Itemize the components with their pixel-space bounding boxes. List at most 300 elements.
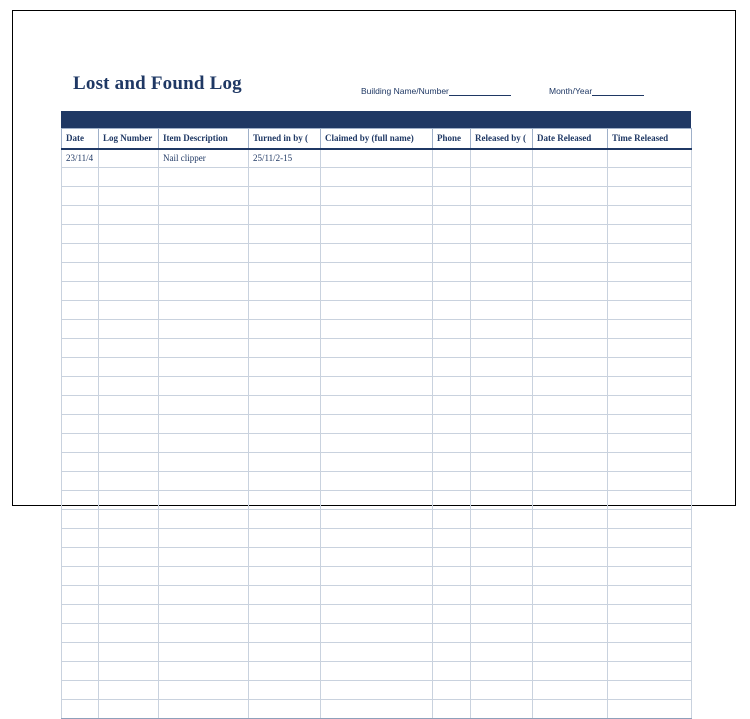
table-cell[interactable] <box>159 567 249 586</box>
table-cell[interactable] <box>433 491 471 510</box>
table-cell[interactable] <box>159 491 249 510</box>
table-cell[interactable] <box>159 339 249 358</box>
table-cell[interactable] <box>159 263 249 282</box>
table-cell[interactable] <box>471 415 533 434</box>
table-row[interactable] <box>62 434 692 453</box>
table-cell[interactable] <box>249 225 321 244</box>
table-cell[interactable] <box>159 548 249 567</box>
table-cell[interactable] <box>321 586 433 605</box>
table-cell[interactable] <box>608 700 692 719</box>
table-cell[interactable] <box>608 662 692 681</box>
table-cell[interactable] <box>321 206 433 225</box>
table-cell[interactable] <box>99 491 159 510</box>
table-cell[interactable] <box>608 415 692 434</box>
table-row[interactable] <box>62 339 692 358</box>
table-cell[interactable] <box>433 605 471 624</box>
table-cell[interactable] <box>433 567 471 586</box>
table-cell[interactable] <box>321 700 433 719</box>
table-cell[interactable] <box>533 624 608 643</box>
table-row[interactable] <box>62 206 692 225</box>
table-cell[interactable] <box>249 263 321 282</box>
table-cell[interactable] <box>249 472 321 491</box>
table-cell[interactable] <box>62 282 99 301</box>
table-cell[interactable] <box>99 149 159 168</box>
table-cell[interactable] <box>433 358 471 377</box>
table-row[interactable] <box>62 510 692 529</box>
table-cell[interactable] <box>608 244 692 263</box>
table-cell[interactable] <box>471 567 533 586</box>
table-cell[interactable] <box>321 434 433 453</box>
table-row[interactable] <box>62 282 692 301</box>
table-cell[interactable] <box>608 548 692 567</box>
table-cell[interactable] <box>159 225 249 244</box>
table-cell[interactable]: 23/11/4 <box>62 149 99 168</box>
table-cell[interactable] <box>533 168 608 187</box>
table-cell[interactable] <box>249 206 321 225</box>
table-cell[interactable] <box>62 206 99 225</box>
table-cell[interactable] <box>321 491 433 510</box>
table-cell[interactable] <box>608 320 692 339</box>
table-cell[interactable] <box>62 263 99 282</box>
table-cell[interactable] <box>99 320 159 339</box>
table-cell[interactable] <box>159 662 249 681</box>
table-row[interactable] <box>62 377 692 396</box>
table-cell[interactable] <box>99 662 159 681</box>
table-cell[interactable] <box>249 548 321 567</box>
table-row[interactable] <box>62 301 692 320</box>
table-cell[interactable] <box>62 605 99 624</box>
table-cell[interactable] <box>159 510 249 529</box>
table-cell[interactable] <box>608 434 692 453</box>
table-cell[interactable] <box>321 377 433 396</box>
table-cell[interactable] <box>99 168 159 187</box>
month-year-rule[interactable] <box>592 85 644 96</box>
table-cell[interactable] <box>608 472 692 491</box>
table-cell[interactable] <box>471 605 533 624</box>
table-cell[interactable] <box>249 301 321 320</box>
table-cell[interactable] <box>159 624 249 643</box>
table-cell[interactable] <box>249 339 321 358</box>
table-cell[interactable] <box>608 225 692 244</box>
table-cell[interactable] <box>99 548 159 567</box>
table-cell[interactable] <box>608 206 692 225</box>
table-cell[interactable] <box>62 472 99 491</box>
table-cell[interactable] <box>321 396 433 415</box>
table-cell[interactable] <box>471 491 533 510</box>
table-cell[interactable]: 25/11/2-15 <box>249 149 321 168</box>
table-cell[interactable] <box>433 415 471 434</box>
table-cell[interactable] <box>608 643 692 662</box>
table-cell[interactable] <box>608 339 692 358</box>
table-cell[interactable] <box>433 377 471 396</box>
table-cell[interactable] <box>433 225 471 244</box>
table-cell[interactable] <box>433 434 471 453</box>
table-cell[interactable] <box>433 168 471 187</box>
table-row[interactable] <box>62 472 692 491</box>
table-cell[interactable] <box>608 586 692 605</box>
table-cell[interactable] <box>62 681 99 700</box>
table-row[interactable] <box>62 149 692 168</box>
table-cell[interactable] <box>471 510 533 529</box>
table-cell[interactable] <box>99 358 159 377</box>
table-cell[interactable] <box>159 206 249 225</box>
table-cell[interactable] <box>471 358 533 377</box>
table-cell[interactable] <box>321 624 433 643</box>
table-cell[interactable] <box>471 168 533 187</box>
table-cell[interactable]: Nail clipper <box>159 149 249 168</box>
table-cell[interactable] <box>471 320 533 339</box>
table-cell[interactable] <box>433 206 471 225</box>
table-cell[interactable] <box>471 244 533 263</box>
table-cell[interactable] <box>608 187 692 206</box>
table-cell[interactable] <box>99 529 159 548</box>
table-cell[interactable] <box>62 491 99 510</box>
table-cell[interactable] <box>249 567 321 586</box>
table-cell[interactable] <box>321 548 433 567</box>
table-cell[interactable] <box>608 510 692 529</box>
table-cell[interactable] <box>533 377 608 396</box>
table-cell[interactable] <box>249 624 321 643</box>
table-cell[interactable] <box>249 377 321 396</box>
table-cell[interactable] <box>533 396 608 415</box>
table-cell[interactable] <box>433 529 471 548</box>
table-cell[interactable] <box>159 244 249 263</box>
table-cell[interactable] <box>433 624 471 643</box>
table-cell[interactable] <box>533 149 608 168</box>
table-cell[interactable] <box>533 320 608 339</box>
building-name-field[interactable] <box>361 85 511 96</box>
table-cell[interactable] <box>62 624 99 643</box>
table-cell[interactable] <box>159 681 249 700</box>
table-cell[interactable] <box>159 643 249 662</box>
table-cell[interactable] <box>533 263 608 282</box>
table-cell[interactable] <box>62 529 99 548</box>
table-cell[interactable] <box>62 168 99 187</box>
table-cell[interactable] <box>99 206 159 225</box>
table-cell[interactable] <box>99 339 159 358</box>
table-cell[interactable] <box>159 358 249 377</box>
table-cell[interactable] <box>249 187 321 206</box>
table-row[interactable] <box>62 244 692 263</box>
table-row[interactable] <box>62 548 692 567</box>
table-cell[interactable] <box>321 681 433 700</box>
table-row[interactable] <box>62 453 692 472</box>
table-cell[interactable] <box>533 700 608 719</box>
table-cell[interactable] <box>608 624 692 643</box>
table-cell[interactable] <box>249 681 321 700</box>
table-cell[interactable] <box>249 282 321 301</box>
table-cell[interactable] <box>62 301 99 320</box>
table-cell[interactable] <box>321 643 433 662</box>
table-row[interactable] <box>62 586 692 605</box>
table-cell[interactable] <box>159 320 249 339</box>
table-cell[interactable] <box>99 301 159 320</box>
table-cell[interactable] <box>608 567 692 586</box>
table-cell[interactable] <box>62 567 99 586</box>
table-row[interactable] <box>62 263 692 282</box>
table-row[interactable] <box>62 415 692 434</box>
table-cell[interactable] <box>99 244 159 263</box>
table-cell[interactable] <box>321 472 433 491</box>
table-cell[interactable] <box>533 434 608 453</box>
table-cell[interactable] <box>533 244 608 263</box>
table-cell[interactable] <box>62 510 99 529</box>
table-cell[interactable] <box>433 662 471 681</box>
table-cell[interactable] <box>433 149 471 168</box>
table-cell[interactable] <box>159 396 249 415</box>
table-cell[interactable] <box>62 434 99 453</box>
table-cell[interactable] <box>471 263 533 282</box>
table-cell[interactable] <box>471 662 533 681</box>
table-cell[interactable] <box>62 548 99 567</box>
table-cell[interactable] <box>99 586 159 605</box>
table-cell[interactable] <box>533 472 608 491</box>
table-row[interactable] <box>62 491 692 510</box>
table-cell[interactable] <box>99 377 159 396</box>
table-cell[interactable] <box>62 700 99 719</box>
table-cell[interactable] <box>608 282 692 301</box>
table-cell[interactable] <box>608 149 692 168</box>
table-cell[interactable] <box>471 700 533 719</box>
table-cell[interactable] <box>62 586 99 605</box>
table-cell[interactable] <box>608 377 692 396</box>
table-cell[interactable] <box>249 662 321 681</box>
table-cell[interactable] <box>533 529 608 548</box>
table-cell[interactable] <box>608 453 692 472</box>
table-cell[interactable] <box>249 168 321 187</box>
table-cell[interactable] <box>433 320 471 339</box>
table-cell[interactable] <box>471 206 533 225</box>
table-cell[interactable] <box>249 358 321 377</box>
building-name-rule[interactable] <box>449 85 511 96</box>
table-cell[interactable] <box>533 282 608 301</box>
table-cell[interactable] <box>433 187 471 206</box>
table-cell[interactable] <box>533 605 608 624</box>
table-cell[interactable] <box>533 339 608 358</box>
table-cell[interactable] <box>471 548 533 567</box>
table-cell[interactable] <box>99 415 159 434</box>
table-cell[interactable] <box>99 605 159 624</box>
table-cell[interactable] <box>471 643 533 662</box>
table-cell[interactable] <box>249 643 321 662</box>
table-cell[interactable] <box>159 168 249 187</box>
table-cell[interactable] <box>608 681 692 700</box>
table-cell[interactable] <box>321 282 433 301</box>
table-cell[interactable] <box>99 624 159 643</box>
table-cell[interactable] <box>533 662 608 681</box>
table-cell[interactable] <box>249 244 321 263</box>
table-cell[interactable] <box>321 301 433 320</box>
table-cell[interactable] <box>533 548 608 567</box>
table-cell[interactable] <box>433 700 471 719</box>
table-row[interactable] <box>62 681 692 700</box>
table-cell[interactable] <box>249 491 321 510</box>
table-row[interactable] <box>62 643 692 662</box>
table-row[interactable] <box>62 567 692 586</box>
table-cell[interactable] <box>533 681 608 700</box>
table-cell[interactable] <box>433 472 471 491</box>
table-cell[interactable] <box>433 301 471 320</box>
table-cell[interactable] <box>433 681 471 700</box>
table-cell[interactable] <box>321 149 433 168</box>
table-cell[interactable] <box>471 187 533 206</box>
table-cell[interactable] <box>249 510 321 529</box>
table-cell[interactable] <box>321 605 433 624</box>
table-cell[interactable] <box>321 168 433 187</box>
table-cell[interactable] <box>321 320 433 339</box>
table-cell[interactable] <box>471 586 533 605</box>
table-cell[interactable] <box>533 491 608 510</box>
table-cell[interactable] <box>249 396 321 415</box>
table-cell[interactable] <box>99 225 159 244</box>
table-cell[interactable] <box>471 472 533 491</box>
table-cell[interactable] <box>99 567 159 586</box>
table-cell[interactable] <box>471 301 533 320</box>
table-row[interactable] <box>62 529 692 548</box>
table-cell[interactable] <box>533 225 608 244</box>
table-cell[interactable] <box>321 567 433 586</box>
table-cell[interactable] <box>321 510 433 529</box>
table-cell[interactable] <box>608 301 692 320</box>
table-cell[interactable] <box>159 415 249 434</box>
table-row[interactable] <box>62 320 692 339</box>
table-cell[interactable] <box>608 605 692 624</box>
table-cell[interactable] <box>62 415 99 434</box>
table-cell[interactable] <box>533 586 608 605</box>
table-cell[interactable] <box>471 624 533 643</box>
table-cell[interactable] <box>159 301 249 320</box>
table-cell[interactable] <box>62 225 99 244</box>
table-row[interactable] <box>62 396 692 415</box>
table-cell[interactable] <box>159 529 249 548</box>
table-cell[interactable] <box>533 206 608 225</box>
table-cell[interactable] <box>99 472 159 491</box>
table-cell[interactable] <box>533 453 608 472</box>
table-cell[interactable] <box>99 453 159 472</box>
table-cell[interactable] <box>608 168 692 187</box>
table-cell[interactable] <box>433 510 471 529</box>
table-cell[interactable] <box>99 643 159 662</box>
table-cell[interactable] <box>471 149 533 168</box>
table-cell[interactable] <box>533 510 608 529</box>
table-cell[interactable] <box>608 358 692 377</box>
table-cell[interactable] <box>471 282 533 301</box>
table-cell[interactable] <box>321 358 433 377</box>
table-cell[interactable] <box>533 301 608 320</box>
table-cell[interactable] <box>62 339 99 358</box>
table-cell[interactable] <box>533 415 608 434</box>
table-cell[interactable] <box>533 358 608 377</box>
table-cell[interactable] <box>433 244 471 263</box>
table-cell[interactable] <box>249 605 321 624</box>
table-cell[interactable] <box>249 453 321 472</box>
table-cell[interactable] <box>608 491 692 510</box>
table-cell[interactable] <box>608 396 692 415</box>
table-cell[interactable] <box>99 434 159 453</box>
table-row[interactable] <box>62 700 692 719</box>
table-cell[interactable] <box>62 643 99 662</box>
table-cell[interactable] <box>471 681 533 700</box>
table-cell[interactable] <box>471 225 533 244</box>
table-cell[interactable] <box>99 263 159 282</box>
table-cell[interactable] <box>321 225 433 244</box>
table-cell[interactable] <box>249 320 321 339</box>
table-cell[interactable] <box>433 643 471 662</box>
table-cell[interactable] <box>99 396 159 415</box>
table-cell[interactable] <box>159 700 249 719</box>
table-cell[interactable] <box>433 396 471 415</box>
table-cell[interactable] <box>99 681 159 700</box>
table-cell[interactable] <box>433 263 471 282</box>
table-cell[interactable] <box>159 282 249 301</box>
table-cell[interactable] <box>99 510 159 529</box>
table-cell[interactable] <box>159 453 249 472</box>
table-cell[interactable] <box>99 700 159 719</box>
table-row[interactable] <box>62 624 692 643</box>
table-cell[interactable] <box>62 244 99 263</box>
table-row[interactable] <box>62 662 692 681</box>
table-row[interactable] <box>62 225 692 244</box>
table-cell[interactable] <box>433 453 471 472</box>
table-cell[interactable] <box>321 244 433 263</box>
table-row[interactable] <box>62 605 692 624</box>
table-cell[interactable] <box>471 529 533 548</box>
table-cell[interactable] <box>321 263 433 282</box>
table-cell[interactable] <box>608 529 692 548</box>
table-row[interactable] <box>62 187 692 206</box>
table-cell[interactable] <box>608 263 692 282</box>
table-cell[interactable] <box>62 320 99 339</box>
table-cell[interactable] <box>321 453 433 472</box>
table-cell[interactable] <box>533 567 608 586</box>
table-cell[interactable] <box>62 187 99 206</box>
table-cell[interactable] <box>433 282 471 301</box>
table-row[interactable] <box>62 358 692 377</box>
table-cell[interactable] <box>321 529 433 548</box>
table-cell[interactable] <box>159 377 249 396</box>
table-cell[interactable] <box>62 453 99 472</box>
table-cell[interactable] <box>159 187 249 206</box>
table-cell[interactable] <box>249 586 321 605</box>
table-cell[interactable] <box>471 377 533 396</box>
table-cell[interactable] <box>159 605 249 624</box>
table-cell[interactable] <box>471 434 533 453</box>
table-cell[interactable] <box>321 339 433 358</box>
table-cell[interactable] <box>62 358 99 377</box>
table-cell[interactable] <box>471 339 533 358</box>
table-cell[interactable] <box>99 187 159 206</box>
table-cell[interactable] <box>433 586 471 605</box>
table-cell[interactable] <box>159 434 249 453</box>
table-cell[interactable] <box>62 377 99 396</box>
table-cell[interactable] <box>321 662 433 681</box>
table-cell[interactable] <box>249 700 321 719</box>
table-cell[interactable] <box>433 548 471 567</box>
table-cell[interactable] <box>62 662 99 681</box>
table-cell[interactable] <box>533 643 608 662</box>
month-year-field[interactable] <box>549 85 644 96</box>
table-cell[interactable] <box>433 339 471 358</box>
table-cell[interactable] <box>99 282 159 301</box>
table-cell[interactable] <box>321 187 433 206</box>
table-cell[interactable] <box>159 472 249 491</box>
table-cell[interactable] <box>249 434 321 453</box>
table-cell[interactable] <box>321 415 433 434</box>
table-cell[interactable] <box>62 396 99 415</box>
table-cell[interactable] <box>249 529 321 548</box>
table-cell[interactable] <box>533 187 608 206</box>
table-row[interactable] <box>62 168 692 187</box>
